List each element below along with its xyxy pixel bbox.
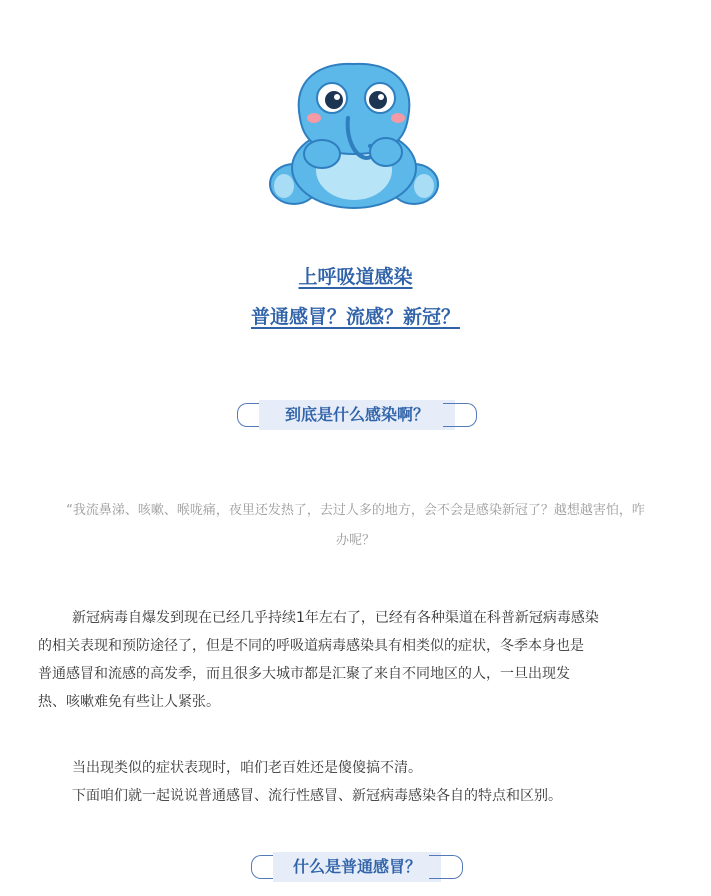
paragraph-line: 热、咳嗽难免有些让人紧张。 (38, 694, 220, 710)
paragraph-line: 下面咱们就一起说说普通感冒、流行性感冒、新冠病毒感染各自的特点和区别。 (72, 788, 562, 804)
body-paragraph (38, 754, 678, 810)
section-heading-common-cold (251, 852, 463, 882)
body-paragraph (38, 604, 678, 716)
quote-line: 办呢？ (335, 533, 375, 548)
paragraph-line: 的相关表现和预防途径了，但是不同的呼吸道病毒感染具有相类似的症状，冬季本身也是 (38, 638, 584, 654)
quote-text (20, 496, 691, 556)
paragraph-line: 当出现类似的症状表现时，咱们老百姓还是傻傻搞不清。 (72, 760, 422, 776)
section-heading-label: 到底是什么感染啊？ (259, 400, 455, 430)
bracket-right-decoration (429, 855, 463, 879)
section-heading-label: 什么是普通感冒？ (273, 852, 441, 882)
elephant-mascot-illustration (262, 58, 446, 210)
paragraph-line: 普通感冒和流感的高发季，而且很多大城市都是汇聚了来自不同地区的人，一旦出现发 (38, 666, 570, 682)
paragraph-line: 新冠病毒自爆发到现在已经几乎持续1年左右了，已经有各种渠道在科普新冠病毒感染 (72, 610, 599, 626)
quote-line: “我流鼻涕、咳嗽、喉咙痛，夜里还发热了，去过人多的地方，会不会是感染新冠了？越想越害怕，咋 (66, 503, 645, 518)
article-title-line1: 上呼吸道感染 (298, 266, 413, 288)
bracket-right-decoration (443, 403, 477, 427)
section-heading-what-infection (237, 400, 477, 430)
article-title-line2: 普通感冒？流感？新冠？ (250, 306, 460, 328)
